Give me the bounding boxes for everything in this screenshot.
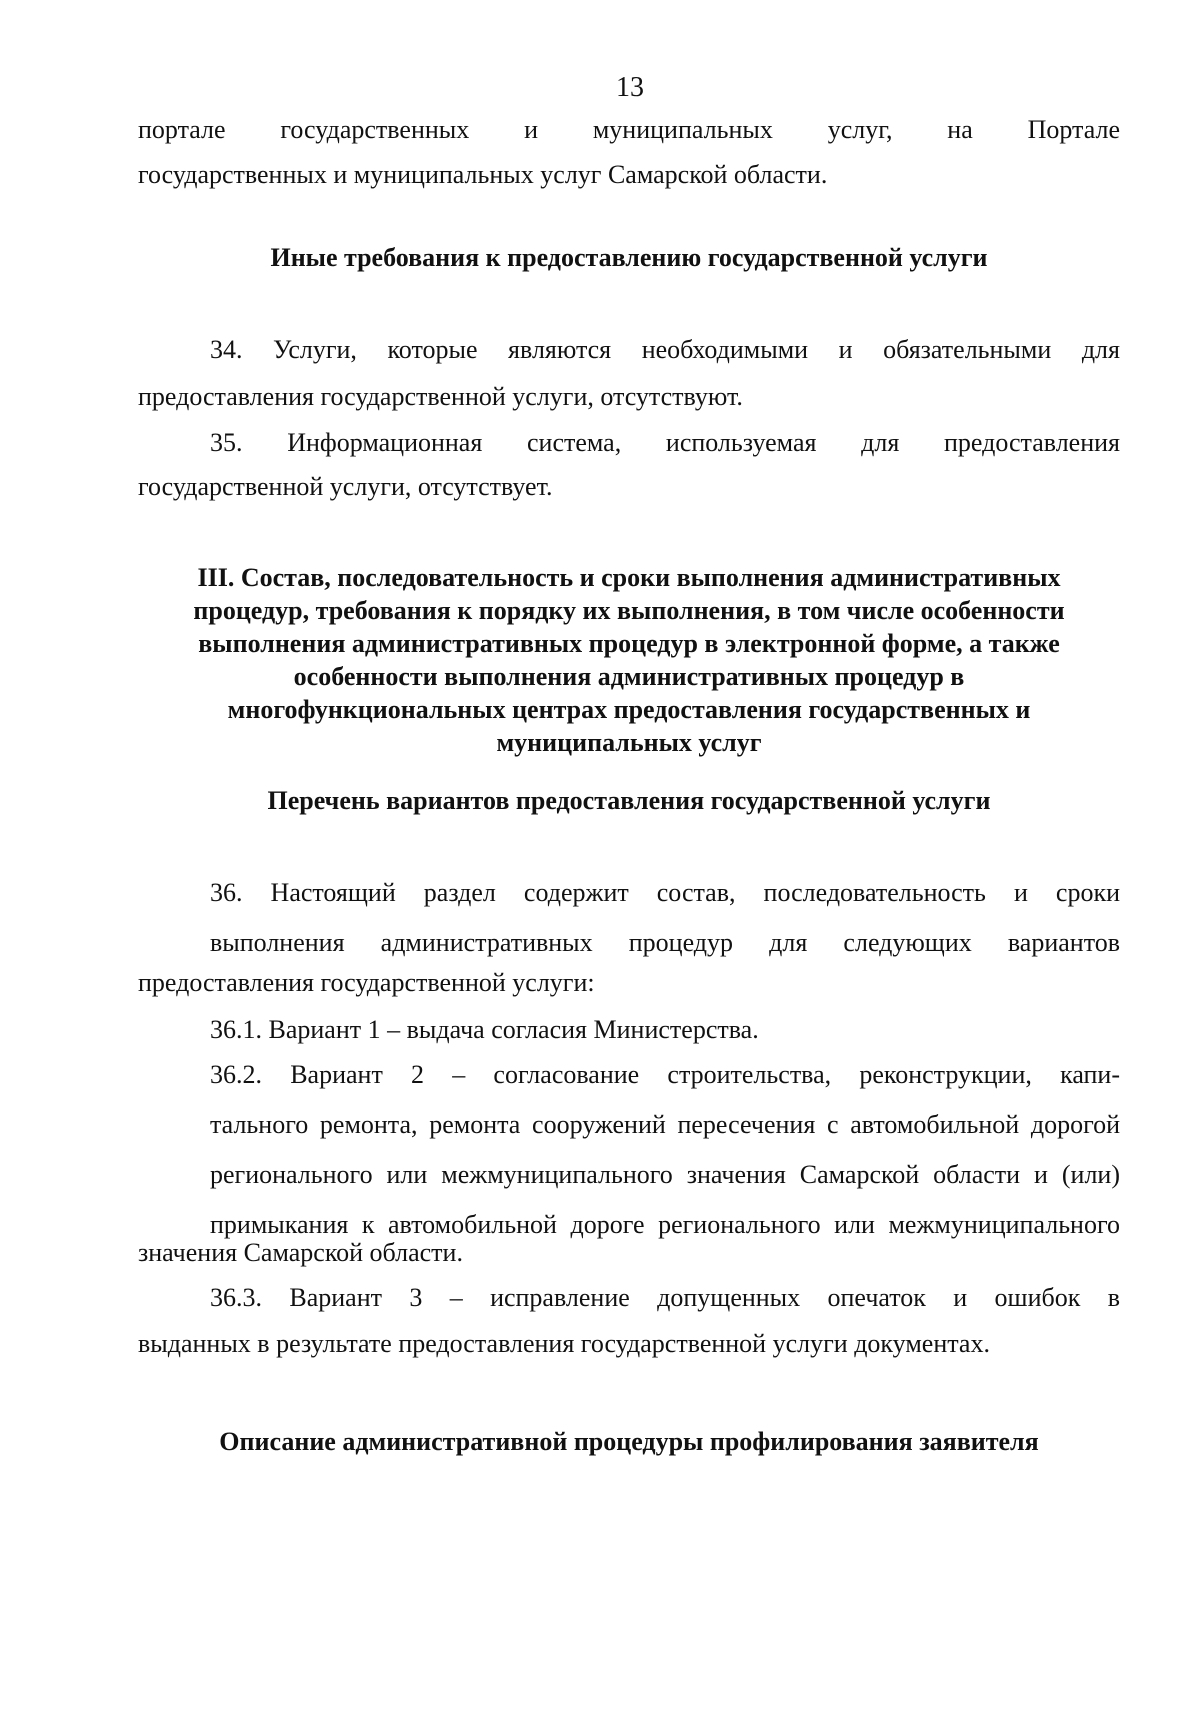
section-3-heading-line-3: выполнения административных процедур в электронной форме, а также (198, 629, 1060, 658)
section-3-heading-line-1: III. Состав, последовательность и сроки выполнения административных (197, 563, 1061, 592)
paragraph-36-2-line-2: тального ремонта, ремонта сооружений пересечения с автомобильной дорогой (210, 1110, 1120, 1139)
heading-profiling-procedure: Описание административной процедуры профилирования заявителя (219, 1427, 1039, 1456)
paragraph-36-2-line-4: примыкания к автомобильной дороге регионального или межмуниципального (210, 1210, 1120, 1239)
paragraph-36-2-line-1: 36.2. Вариант 2 – согласование строительства, реконструкции, капи- (210, 1060, 1120, 1089)
paragraph-36-line-3: предоставления государственной услуги: (138, 968, 595, 997)
paragraph-35 (138, 418, 1120, 468)
intro-paragraph-end (138, 150, 1120, 200)
paragraph-36-1 (138, 1005, 1120, 1055)
paragraph-36-line-1: 36. Настоящий раздел содержит состав, последовательность и сроки (210, 878, 1120, 907)
paragraph-36-line-2: выполнения административных процедур для следующих вариантов (210, 928, 1120, 957)
heading-variants-list: Перечень вариантов предоставления государственной услуги (267, 786, 991, 815)
paragraph-36-2-line-5: значения Самарской области. (138, 1238, 463, 1267)
paragraph-36-3 (138, 1273, 1120, 1323)
paragraph-35-line-2: государственной услуги, отсутствует. (138, 472, 553, 501)
paragraph-36-end (138, 958, 1120, 1008)
page-number: 13 (616, 72, 644, 103)
paragraph-36-2 (138, 1050, 1120, 1250)
paragraph-35-line-1: 35. Информационная система, используемая для предоставления (210, 428, 1120, 457)
paragraph-36-2-line-3: регионального или межмуниципального значения Самарской области и (или) (210, 1160, 1120, 1189)
heading-other-requirements: Иные требования к предоставлению государственной услуги (270, 243, 988, 272)
paragraph-36-3-line-2: выданных в результате предоставления государственной услуги документах. (138, 1329, 990, 1358)
paragraph-36-3-end (138, 1319, 1120, 1369)
paragraph-36-3-line-1: 36.3. Вариант 3 – исправление допущенных опечаток и ошибок в (210, 1283, 1120, 1312)
intro-line-1: порталe государственных и муниципальных услуг, на Портале (138, 115, 1120, 144)
section-3-heading (138, 561, 1120, 759)
paragraph-36-1-line: 36.1. Вариант 1 – выдача согласия Министерства. (210, 1015, 759, 1044)
intro-line-2: государственных и муниципальных услуг Самарской области. (138, 160, 828, 189)
paragraph-34 (138, 325, 1120, 375)
paragraph-34-line-2: предоставления государственной услуги, отсутствуют. (138, 382, 743, 411)
paragraph-36 (138, 868, 1120, 968)
section-3-heading-line-4: особенности выполнения административных процедур в (293, 662, 965, 691)
paragraph-34-line-1: 34. Услуги, которые являются необходимыми и обязательными для (210, 335, 1120, 364)
section-3-heading-line-2: процедур, требования к порядку их выполнения, в том числе особенности (193, 596, 1065, 625)
paragraph-36-2-end (138, 1228, 1120, 1278)
section-3-heading-line-6: муниципальных услуг (496, 728, 762, 757)
paragraph-35-end (138, 462, 1120, 512)
paragraph-34-end (138, 372, 1120, 422)
intro-paragraph (138, 105, 1120, 155)
section-3-heading-line-5: многофункциональных центрах предоставления государственных и (227, 695, 1031, 724)
